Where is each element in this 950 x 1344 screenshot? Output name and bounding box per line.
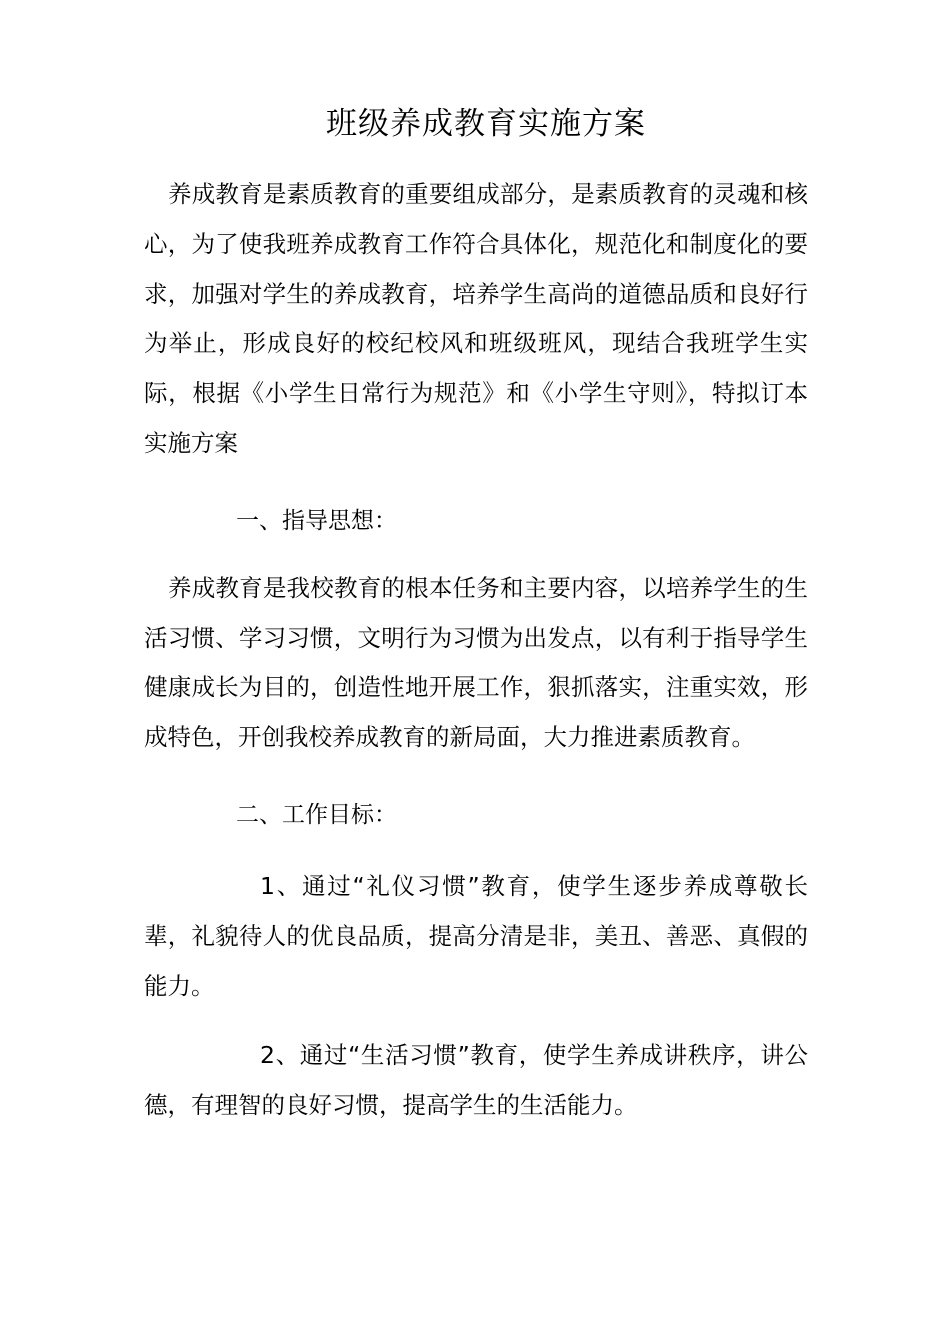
guiding-ideology-paragraph: 养成教育是我校教育的根本任务和主要内容，以培养学生的生活习惯、学习习惯，文明行为习惯为出发点，以有利于指导学生健康成长为目的，创造性地开展工作，狠抓落实，注重实效，形成特色，开创我校养成教育的新局面，大力推进素质教育。 [144, 573, 808, 752]
goal-item-1: 1、通过“礼仪习惯”教育，使学生逐步养成尊敬长辈，礼貌待人的优良品质，提高分清是非，美丑、善恶、真假的能力。 [144, 871, 808, 1000]
intro-paragraph: 养成教育是素质教育的重要组成部分，是素质教育的灵魂和核心，为了使我班养成教育工作符合具体化，规范化和制度化的要求，加强对学生的养成教育，培养学生高尚的道德品质和良好行为举止，形成良好的校纪校风和班级班风，现结合我班学生实际，根据《小学生日常行为规范》和《小学生守则》，特拟订本实施方案 [144, 180, 808, 457]
goal-item-2: 2、通过“生活习惯”教育，使学生养成讲秩序，讲公德，有理智的良好习惯，提高学生的生活能力。 [144, 1041, 808, 1120]
section-heading-work-goals: 二、工作目标： [236, 801, 397, 828]
document-page [144, 100, 808, 1131]
section-heading-guiding-ideology: 一、指导思想： [236, 507, 397, 534]
document-title: 班级养成教育实施方案 [326, 106, 646, 142]
